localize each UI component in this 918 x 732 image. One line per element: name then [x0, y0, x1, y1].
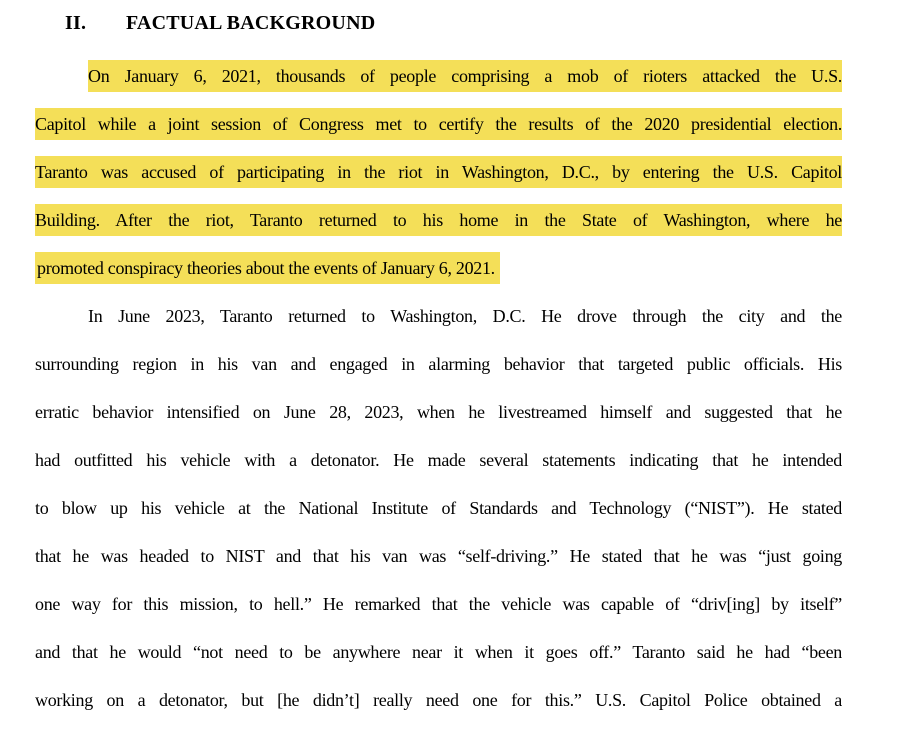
- highlighted-text: promoted conspiracy theories about the events of January 6, 2021.: [35, 252, 500, 284]
- highlighted-paragraph-line: [35, 108, 842, 156]
- highlighted-paragraph-line: [35, 156, 842, 204]
- body-text: one way for this mission, to hell.” He remarked that the vehicle was capable of “driv[ing] by itself”: [35, 594, 842, 614]
- highlighted-text: Taranto was accused of participating in the riot in Washington, D.C., by entering the U.S. Capitol: [35, 156, 842, 188]
- body-text: had outfitted his vehicle with a detonator. He made several statements indicating that he intended: [35, 450, 842, 470]
- body-text: erratic behavior intensified on June 28, 2023, when he livestreamed himself and suggested that he: [35, 402, 842, 422]
- highlighted-paragraph-line: [35, 60, 842, 108]
- section-heading: [65, 12, 375, 35]
- body-text: In June 2023, Taranto returned to Washington, D.C. He drove through the city and the: [88, 306, 842, 326]
- paragraph-line: [35, 396, 842, 444]
- highlighted-paragraph-line: [35, 252, 842, 300]
- paragraph-line: [35, 444, 842, 492]
- section-title: FACTUAL BACKGROUND: [126, 12, 376, 34]
- highlighted-text: On January 6, 2021, thousands of people comprising a mob of rioters attacked the U.S.: [88, 60, 842, 92]
- body-text: working on a detonator, but [he didn’t] really need one for this.” U.S. Capitol Police obtained a: [35, 690, 842, 710]
- paragraph-line: [35, 348, 842, 396]
- paragraph-line: [35, 636, 842, 684]
- body-text: to blow up his vehicle at the National Institute of Standards and Technology (“NIST”). He stated: [35, 498, 842, 518]
- paragraph-line: [35, 492, 842, 540]
- body-text: surrounding region in his van and engaged in alarming behavior that targeted public officials. His: [35, 354, 842, 374]
- document-body: [35, 60, 842, 732]
- highlighted-paragraph-line: [35, 204, 842, 252]
- paragraph-line: [35, 540, 842, 588]
- body-text: that he was headed to NIST and that his van was “self-driving.” He stated that he was “just going: [35, 546, 842, 566]
- body-text: and that he would “not need to be anywhere near it when it goes off.” Taranto said he had “been: [35, 642, 842, 662]
- highlighted-text: Capitol while a joint session of Congress met to certify the results of the 2020 presidential election.: [35, 108, 842, 140]
- section-number: II.: [65, 12, 87, 34]
- paragraph-line: [35, 588, 842, 636]
- highlighted-text: Building. After the riot, Taranto returned to his home in the State of Washington, where he: [35, 204, 842, 236]
- paragraph-line: [35, 684, 842, 732]
- paragraph-line: [35, 300, 842, 348]
